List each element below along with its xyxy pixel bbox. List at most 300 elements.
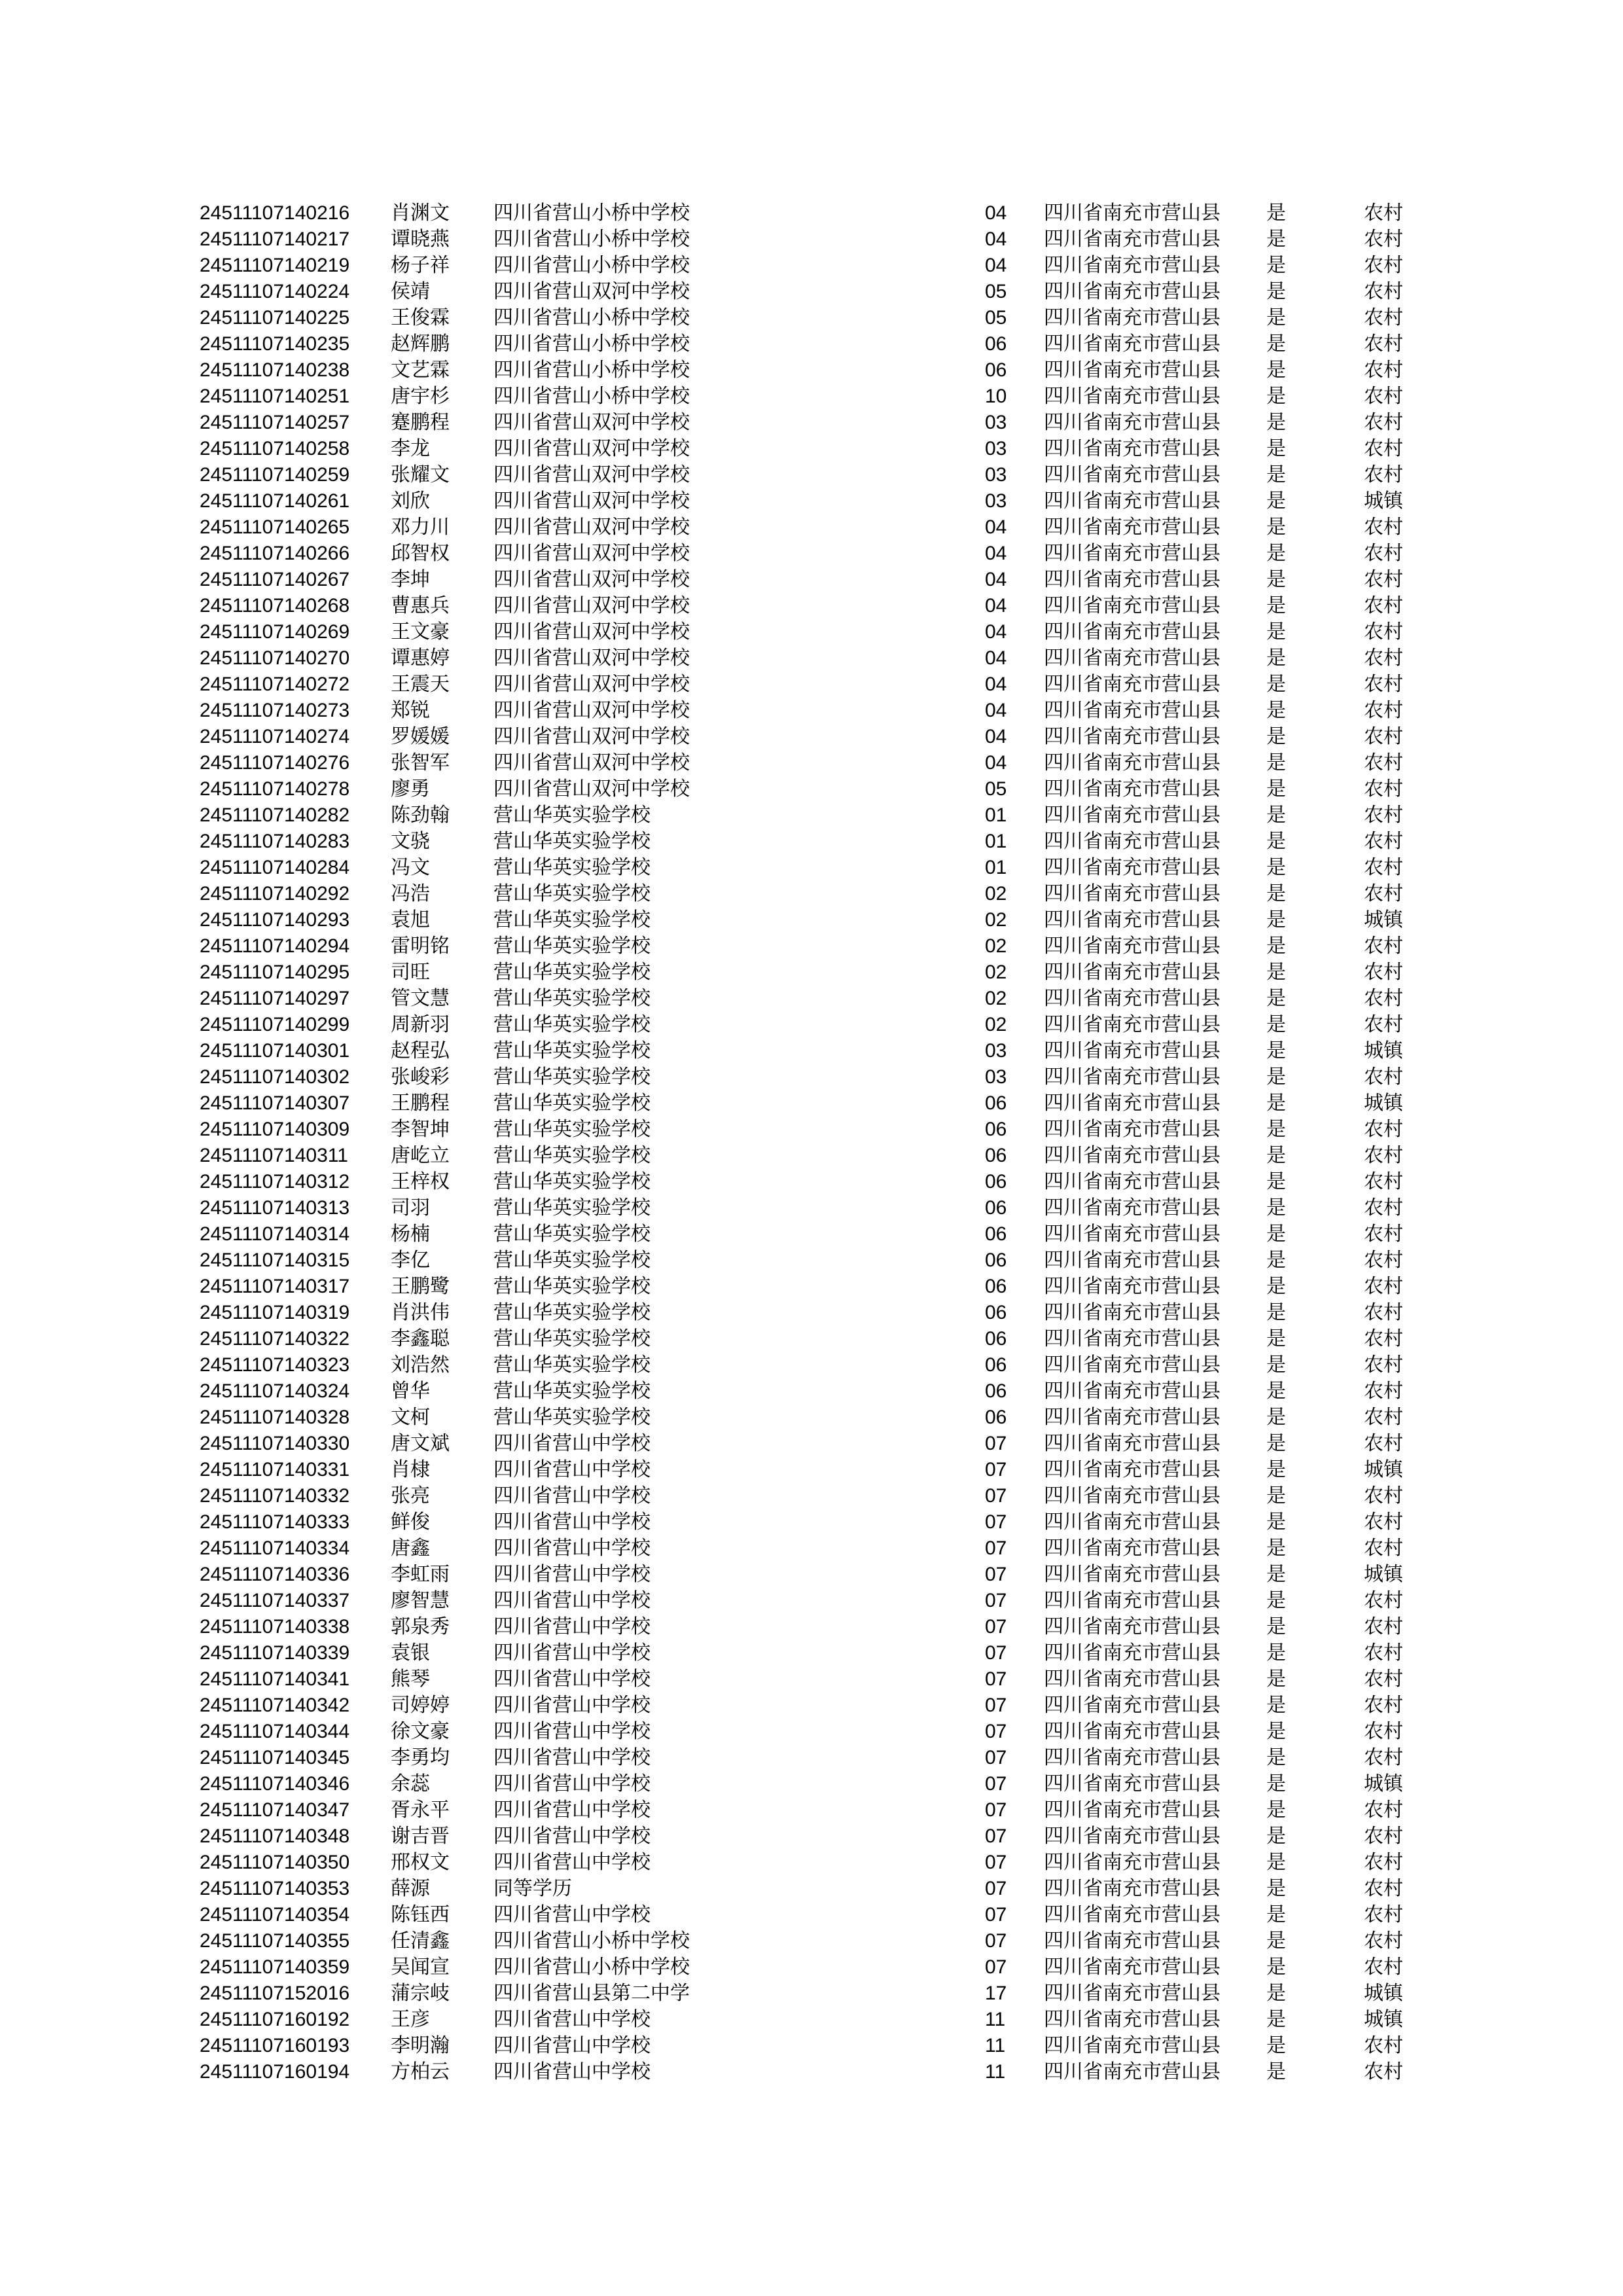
school-cell: 四川省营山中学校 [493,1851,651,1874]
region-cell: 四川省南充市营山县 [1044,2060,1221,2083]
area-type-cell: 农村 [1364,1380,1403,1403]
school-cell: 四川省营山中学校 [493,2008,651,2031]
school-cell: 四川省营山中学校 [493,1589,651,1612]
region-cell: 四川省南充市营山县 [1044,1982,1221,2005]
student-name-cell: 冯文 [391,856,430,879]
school-cell: 四川省营山县第二中学 [493,1982,690,2005]
code-cell: 05 [985,307,1007,329]
exam-id-cell: 24511107140272 [200,673,350,695]
exam-id-cell: 24511107140359 [200,1956,350,1978]
school-cell: 四川省营山双河中学校 [493,490,690,512]
student-name-cell: 陈劲翰 [391,804,450,827]
region-cell: 四川省南充市营山县 [1044,1039,1221,1062]
exam-id-cell: 24511107140270 [200,647,350,669]
region-cell: 四川省南充市营山县 [1044,1615,1221,1638]
exam-id-cell: 24511107140257 [200,412,350,433]
region-cell: 四川省南充市营山县 [1044,751,1221,774]
table-row [0,907,1623,933]
code-cell: 07 [985,1747,1007,1768]
area-type-cell: 农村 [1364,1799,1403,1821]
exam-id-cell: 24511107140309 [200,1119,350,1140]
region-cell: 四川省南充市营山县 [1044,1118,1221,1141]
student-name-cell: 曾华 [391,1380,430,1403]
exam-id-cell: 24511107140216 [200,202,350,224]
flag-cell: 是 [1266,1877,1286,1900]
table-row [0,881,1623,907]
exam-id-cell: 24511107140354 [200,1904,350,1926]
table-row [0,1981,1623,2007]
flag-cell: 是 [1266,1746,1286,1769]
region-cell: 四川省南充市营山县 [1044,1458,1221,1481]
table-row [0,1535,1623,1562]
region-cell: 四川省南充市营山县 [1044,935,1221,958]
table-row [0,488,1623,514]
school-cell: 营山华英实验学校 [493,1196,651,1219]
flag-cell: 是 [1266,2060,1286,2083]
school-cell: 四川省营山双河中学校 [493,463,690,486]
flag-cell: 是 [1266,594,1286,617]
school-cell: 四川省营山中学校 [493,1537,651,1560]
school-cell: 四川省营山中学校 [493,1772,651,1795]
region-cell: 四川省南充市营山县 [1044,699,1221,722]
code-cell: 07 [985,1956,1007,1978]
code-cell: 07 [985,1537,1007,1559]
area-type-cell: 农村 [1364,1249,1403,1272]
exam-id-cell: 24511107140301 [200,1040,350,1062]
area-type-cell: 农村 [1364,647,1403,670]
code-cell: 04 [985,569,1007,590]
exam-id-cell: 24511107160193 [200,2035,350,2056]
area-type-cell: 农村 [1364,1275,1403,1298]
code-cell: 03 [985,464,1007,486]
table-row [0,1719,1623,1745]
table-row [0,1876,1623,1902]
school-cell: 营山华英实验学校 [493,1354,651,1376]
exam-id-cell: 24511107140302 [200,1066,350,1088]
code-cell: 01 [985,831,1007,852]
table-row [0,384,1623,410]
student-name-cell: 赵辉鹏 [391,332,450,355]
region-cell: 四川省南充市营山县 [1044,1249,1221,1272]
code-cell: 03 [985,1040,1007,1062]
region-cell: 四川省南充市营山县 [1044,385,1221,408]
flag-cell: 是 [1266,306,1286,329]
flag-cell: 是 [1266,647,1286,670]
school-cell: 营山华英实验学校 [493,1118,651,1141]
code-cell: 06 [985,1302,1007,1323]
school-cell: 营山华英实验学校 [493,935,651,958]
school-cell: 四川省营山中学校 [493,2060,651,2083]
code-cell: 04 [985,752,1007,774]
student-name-cell: 冯浩 [391,882,430,905]
student-name-cell: 雷明铭 [391,935,450,958]
exam-id-cell: 24511107140337 [200,1590,350,1611]
code-cell: 07 [985,1825,1007,1847]
area-type-cell: 农村 [1364,1537,1403,1560]
area-type-cell: 农村 [1364,1956,1403,1979]
flag-cell: 是 [1266,935,1286,958]
region-cell: 四川省南充市营山县 [1044,1432,1221,1455]
school-cell: 四川省营山小桥中学校 [493,306,690,329]
region-cell: 四川省南充市营山县 [1044,830,1221,853]
table-row [0,1902,1623,1928]
table-row [0,1850,1623,1876]
exam-id-cell: 24511107140339 [200,1642,350,1664]
region-cell: 四川省南充市营山县 [1044,1354,1221,1376]
student-name-cell: 邓力川 [391,516,450,539]
area-type-cell: 农村 [1364,1484,1403,1507]
exam-id-cell: 24511107140274 [200,726,350,747]
exam-id-cell: 24511107140311 [200,1145,348,1166]
student-name-cell: 方柏云 [391,2060,450,2083]
table-row [0,1064,1623,1090]
code-cell: 03 [985,438,1007,459]
flag-cell: 是 [1266,1668,1286,1691]
flag-cell: 是 [1266,516,1286,539]
region-cell: 四川省南充市营山县 [1044,1877,1221,1900]
code-cell: 04 [985,673,1007,695]
student-name-cell: 王梓权 [391,1170,450,1193]
student-name-cell: 蒲宗岐 [391,1982,450,2005]
region-cell: 四川省南充市营山县 [1044,280,1221,303]
flag-cell: 是 [1266,804,1286,827]
table-row [0,1090,1623,1117]
code-cell: 11 [985,2009,1006,2030]
table-row [0,1274,1623,1300]
code-cell: 06 [985,1145,1007,1166]
exam-id-cell: 24511107140322 [200,1328,350,1350]
flag-cell: 是 [1266,1327,1286,1350]
area-type-cell: 农村 [1364,2034,1403,2057]
table-row [0,226,1623,253]
region-cell: 四川省南充市营山县 [1044,1641,1221,1664]
student-name-cell: 肖棣 [391,1458,430,1481]
code-cell: 02 [985,988,1007,1009]
area-type-cell: 农村 [1364,1825,1403,1848]
table-row [0,541,1623,567]
school-cell: 四川省营山小桥中学校 [493,202,690,224]
region-cell: 四川省南充市营山县 [1044,490,1221,512]
exam-id-cell: 24511107140312 [200,1171,350,1193]
school-cell: 营山华英实验学校 [493,1092,651,1115]
table-row [0,1247,1623,1274]
flag-cell: 是 [1266,1641,1286,1664]
code-cell: 04 [985,228,1007,250]
school-cell: 四川省营山双河中学校 [493,751,690,774]
code-cell: 06 [985,1276,1007,1297]
flag-cell: 是 [1266,1066,1286,1088]
code-cell: 07 [985,1616,1007,1638]
flag-cell: 是 [1266,359,1286,382]
school-cell: 四川省营山双河中学校 [493,280,690,303]
exam-id-cell: 24511107140259 [200,464,350,486]
code-cell: 07 [985,1668,1007,1690]
area-type-cell: 农村 [1364,673,1403,696]
flag-cell: 是 [1266,1799,1286,1821]
student-name-cell: 唐鑫 [391,1537,430,1560]
exam-id-cell: 24511107140258 [200,438,350,459]
area-type-cell: 农村 [1364,1406,1403,1429]
flag-cell: 是 [1266,673,1286,696]
area-type-cell: 农村 [1364,1641,1403,1664]
area-type-cell: 农村 [1364,1694,1403,1717]
exam-id-cell: 24511107140294 [200,935,350,957]
student-name-cell: 谢吉晋 [391,1825,450,1848]
area-type-cell: 农村 [1364,542,1403,565]
school-cell: 营山华英实验学校 [493,1249,651,1272]
flag-cell: 是 [1266,699,1286,722]
student-name-cell: 谭晓燕 [391,228,450,251]
school-cell: 四川省营山双河中学校 [493,437,690,460]
exam-id-cell: 24511107140284 [200,857,350,878]
table-row [0,2007,1623,2033]
table-row [0,672,1623,698]
flag-cell: 是 [1266,1615,1286,1638]
school-cell: 营山华英实验学校 [493,1144,651,1167]
exam-id-cell: 24511107140225 [200,307,350,329]
exam-id-cell: 24511107140323 [200,1354,350,1376]
flag-cell: 是 [1266,1720,1286,1743]
school-cell: 四川省营山中学校 [493,1458,651,1481]
school-cell: 四川省营山小桥中学校 [493,1929,690,1952]
exam-id-cell: 24511107140344 [200,1721,350,1742]
code-cell: 07 [985,1878,1007,1899]
flag-cell: 是 [1266,961,1286,984]
student-name-cell: 管文慧 [391,987,450,1010]
student-name-cell: 侯靖 [391,280,430,303]
school-cell: 营山华英实验学校 [493,1275,651,1298]
flag-cell: 是 [1266,778,1286,800]
student-name-cell: 司旺 [391,961,430,984]
school-cell: 四川省营山中学校 [493,1799,651,1821]
student-name-cell: 王鹏鹭 [391,1275,450,1298]
area-type-cell: 农村 [1364,359,1403,382]
region-cell: 四川省南充市营山县 [1044,1720,1221,1743]
area-type-cell: 农村 [1364,594,1403,617]
exam-id-cell: 24511107140355 [200,1930,350,1952]
exam-id-cell: 24511107140328 [200,1407,350,1428]
region-cell: 四川省南充市营山县 [1044,228,1221,251]
area-type-cell: 农村 [1364,202,1403,224]
student-name-cell: 曹惠兵 [391,594,450,617]
school-cell: 四川省营山中学校 [493,1825,651,1848]
area-type-cell: 农村 [1364,856,1403,879]
region-cell: 四川省南充市营山县 [1044,1799,1221,1821]
exam-id-cell: 24511107140341 [200,1668,350,1690]
flag-cell: 是 [1266,1772,1286,1795]
code-cell: 07 [985,1721,1007,1742]
flag-cell: 是 [1266,987,1286,1010]
region-cell: 四川省南充市营山县 [1044,647,1221,670]
region-cell: 四川省南充市营山县 [1044,1694,1221,1717]
student-name-cell: 李虹雨 [391,1563,450,1586]
student-name-cell: 袁旭 [391,908,430,931]
exam-id-cell: 24511107140219 [200,255,350,276]
area-type-cell: 农村 [1364,1903,1403,1926]
table-row [0,436,1623,462]
table-row [0,593,1623,619]
flag-cell: 是 [1266,385,1286,408]
region-cell: 四川省南充市营山县 [1044,332,1221,355]
flag-cell: 是 [1266,1982,1286,2005]
school-cell: 营山华英实验学校 [493,882,651,905]
area-type-cell: 农村 [1364,1301,1403,1324]
table-row [0,1405,1623,1431]
code-cell: 02 [985,961,1007,983]
table-row [0,1195,1623,1221]
exam-id-cell: 24511107140297 [200,988,350,1009]
flag-cell: 是 [1266,1825,1286,1848]
school-cell: 四川省营山中学校 [493,1668,651,1691]
exam-id-cell: 24511107140251 [200,386,350,407]
exam-id-cell: 24511107140346 [200,1773,350,1795]
region-cell: 四川省南充市营山县 [1044,359,1221,382]
exam-id-cell: 24511107140336 [200,1564,350,1585]
code-cell: 07 [985,1564,1007,1585]
code-cell: 04 [985,595,1007,617]
school-cell: 四川省营山中学校 [493,1903,651,1926]
code-cell: 03 [985,1066,1007,1088]
student-name-cell: 吴闻宣 [391,1956,450,1979]
table-row [0,1640,1623,1666]
exam-id-cell: 24511107140347 [200,1799,350,1821]
area-type-cell: 农村 [1364,280,1403,303]
code-cell: 06 [985,333,1007,355]
region-cell: 四川省南充市营山县 [1044,778,1221,800]
region-cell: 四川省南充市营山县 [1044,1563,1221,1586]
school-cell: 四川省营山双河中学校 [493,568,690,591]
exam-id-cell: 24511107140315 [200,1249,350,1271]
table-row [0,253,1623,279]
exam-id-cell: 24511107140235 [200,333,350,355]
code-cell: 01 [985,804,1007,826]
student-name-cell: 熊琴 [391,1668,430,1691]
exam-id-cell: 24511107140267 [200,569,350,590]
region-cell: 四川省南充市营山县 [1044,1511,1221,1534]
student-name-cell: 鲜俊 [391,1511,430,1534]
region-cell: 四川省南充市营山县 [1044,1223,1221,1246]
table-row [0,802,1623,829]
table-row [0,1771,1623,1797]
exam-id-cell: 24511107140282 [200,804,350,826]
table-row [0,305,1623,331]
table-row [0,645,1623,672]
student-name-cell: 胥永平 [391,1799,450,1821]
school-cell: 四川省营山中学校 [493,1484,651,1507]
student-name-cell: 肖洪伟 [391,1301,450,1324]
area-type-cell: 农村 [1364,1144,1403,1167]
table-row [0,1221,1623,1247]
region-cell: 四川省南充市营山县 [1044,1746,1221,1769]
flag-cell: 是 [1266,463,1286,486]
school-cell: 营山华英实验学校 [493,1327,651,1350]
area-type-cell: 城镇 [1364,1039,1403,1062]
flag-cell: 是 [1266,254,1286,277]
table-row [0,1745,1623,1771]
code-cell: 07 [985,1695,1007,1716]
code-cell: 11 [985,2061,1006,2083]
school-cell: 四川省营山双河中学校 [493,542,690,565]
code-cell: 06 [985,1171,1007,1193]
table-row [0,986,1623,1012]
table-row [0,1588,1623,1614]
table-row [0,1666,1623,1693]
student-name-cell: 李鑫聪 [391,1327,450,1350]
flag-cell: 是 [1266,1301,1286,1324]
area-type-cell: 农村 [1364,778,1403,800]
region-cell: 四川省南充市营山县 [1044,908,1221,931]
exam-id-cell: 24511107160194 [200,2061,350,2083]
code-cell: 06 [985,1197,1007,1219]
region-cell: 四川省南充市营山县 [1044,2034,1221,2057]
table-row [0,1117,1623,1143]
exam-id-cell: 24511107140317 [200,1276,350,1297]
student-name-cell: 郭泉秀 [391,1615,450,1638]
exam-id-cell: 24511107140342 [200,1695,350,1716]
student-name-cell: 王俊霖 [391,306,450,329]
exam-id-cell: 24511107140348 [200,1825,350,1847]
code-cell: 07 [985,1852,1007,1873]
region-cell: 四川省南充市营山县 [1044,1406,1221,1429]
area-type-cell: 农村 [1364,1851,1403,1874]
table-row [0,829,1623,855]
region-cell: 四川省南充市营山县 [1044,1851,1221,1874]
school-cell: 营山华英实验学校 [493,1013,651,1036]
area-type-cell: 农村 [1364,228,1403,251]
region-cell: 四川省南充市营山县 [1044,856,1221,879]
region-cell: 四川省南充市营山县 [1044,1301,1221,1324]
table-row [0,1300,1623,1326]
area-type-cell: 农村 [1364,804,1403,827]
table-row [0,724,1623,750]
region-cell: 四川省南充市营山县 [1044,1484,1221,1507]
table-row [0,1483,1623,1509]
region-cell: 四川省南充市营山县 [1044,1772,1221,1795]
exam-id-cell: 24511107140334 [200,1537,350,1559]
code-cell: 04 [985,543,1007,564]
table-row [0,1928,1623,1954]
code-cell: 02 [985,883,1007,905]
student-name-cell: 任清鑫 [391,1929,450,1952]
exam-id-cell: 24511107140331 [200,1459,350,1480]
flag-cell: 是 [1266,1929,1286,1952]
student-name-cell: 赵程弘 [391,1039,450,1062]
area-type-cell: 城镇 [1364,1982,1403,2005]
exam-id-cell: 24511107140265 [200,516,350,538]
flag-cell: 是 [1266,411,1286,434]
code-cell: 06 [985,1380,1007,1402]
code-cell: 07 [985,1773,1007,1795]
region-cell: 四川省南充市营山县 [1044,1092,1221,1115]
flag-cell: 是 [1266,1039,1286,1062]
school-cell: 四川省营山双河中学校 [493,673,690,696]
code-cell: 07 [985,1590,1007,1611]
school-cell: 四川省营山中学校 [493,2034,651,2057]
region-cell: 四川省南充市营山县 [1044,673,1221,696]
area-type-cell: 农村 [1364,1929,1403,1952]
code-cell: 10 [985,386,1007,407]
school-cell: 四川省营山中学校 [493,1720,651,1743]
region-cell: 四川省南充市营山县 [1044,961,1221,984]
table-row [0,1038,1623,1064]
exam-id-cell: 24511107140332 [200,1485,350,1507]
flag-cell: 是 [1266,751,1286,774]
flag-cell: 是 [1266,1092,1286,1115]
area-type-cell: 城镇 [1364,1092,1403,1115]
student-name-cell: 刘欣 [391,490,430,512]
student-name-cell: 杨子祥 [391,254,450,277]
region-cell: 四川省南充市营山县 [1044,1327,1221,1350]
